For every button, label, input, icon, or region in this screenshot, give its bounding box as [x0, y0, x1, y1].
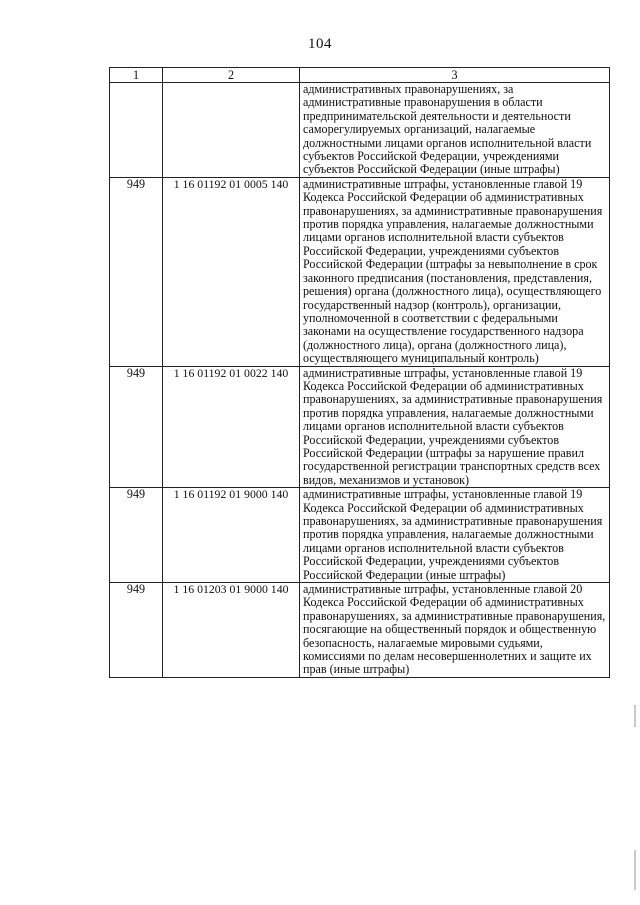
- budget-code-cell: 1 16 01203 01 9000 140: [163, 583, 300, 678]
- scan-edge-mark: [634, 705, 636, 727]
- budget-code-cell: 1 16 01192 01 0005 140: [163, 177, 300, 366]
- budget-code-cell: 1 16 01192 01 0022 140: [163, 366, 300, 488]
- budget-codes-table: [109, 67, 610, 678]
- table-row: [110, 366, 610, 488]
- admin-code-cell: 949: [110, 583, 163, 678]
- description-cell: административные штрафы, установленные главой 19 Кодекса Российской Федерации об административных правонарушениях, за административные правонарушения против порядка управления, налагаемые должностными лицами органов исполнительной власти субъектов Российской Федерации, учреждениями субъектов Российской Федерации (штрафы за нарушение правил государственной регистрации транспортных средств всех видов, механизмов и установок): [300, 366, 610, 488]
- admin-code-cell: [110, 83, 163, 178]
- column-header-2: 2: [163, 68, 300, 83]
- admin-code-cell: 949: [110, 177, 163, 366]
- description-cell: административные штрафы, установленные главой 20 Кодекса Российской Федерации об административных правонарушениях, за административные правонарушения, посягающие на общественный порядок и общественную безопасность, налагаемые мировыми судьями, комиссиями по делам несовершеннолетних и защите их прав (иные штрафы): [300, 583, 610, 678]
- description-cell: административные штрафы, установленные главой 19 Кодекса Российской Федерации об административных правонарушениях, за административные правонарушения против порядка управления, налагаемые должностными лицами органов исполнительной власти субъектов Российской Федерации, учреждениями субъектов Российской Федерации (иные штрафы): [300, 488, 610, 583]
- table-row: [110, 583, 610, 678]
- page-number: 104: [308, 36, 332, 52]
- table-header-row: [110, 68, 610, 83]
- table-row: [110, 83, 610, 178]
- column-header-1: 1: [110, 68, 163, 83]
- table-row: [110, 177, 610, 366]
- description-cell: административные штрафы, установленные главой 19 Кодекса Российской Федерации об административных правонарушениях, за административные правонарушения против порядка управления, налагаемые должностными лицами органов исполнительной власти субъектов Российской Федерации, учреждениями субъектов Российской Федерации (штрафы за невыполнение в срок законного предписания (постановления, представления, решения) органа (должностного лица), осуществляющего государственный надзор (контроль), организации, уполномоченной в соответствии с федеральными законами на осуществление государственного надзора (должностного лица), органа (должностного лица), осуществляющего муниципальный контроль): [300, 177, 610, 366]
- scan-edge-mark: [634, 850, 636, 890]
- admin-code-cell: 949: [110, 488, 163, 583]
- admin-code-cell: 949: [110, 366, 163, 488]
- description-cell: административных правонарушениях, за административные правонарушения в области предпринимательской деятельности и деятельности саморегулируемых организаций, налагаемые должностными лицами органов исполнительной власти субъектов Российской Федерации, учреждениями субъектов Российской Федерации (иные штрафы): [300, 83, 610, 178]
- table-row: [110, 488, 610, 583]
- column-header-3: 3: [300, 68, 610, 83]
- budget-code-cell: [163, 83, 300, 178]
- budget-code-cell: 1 16 01192 01 9000 140: [163, 488, 300, 583]
